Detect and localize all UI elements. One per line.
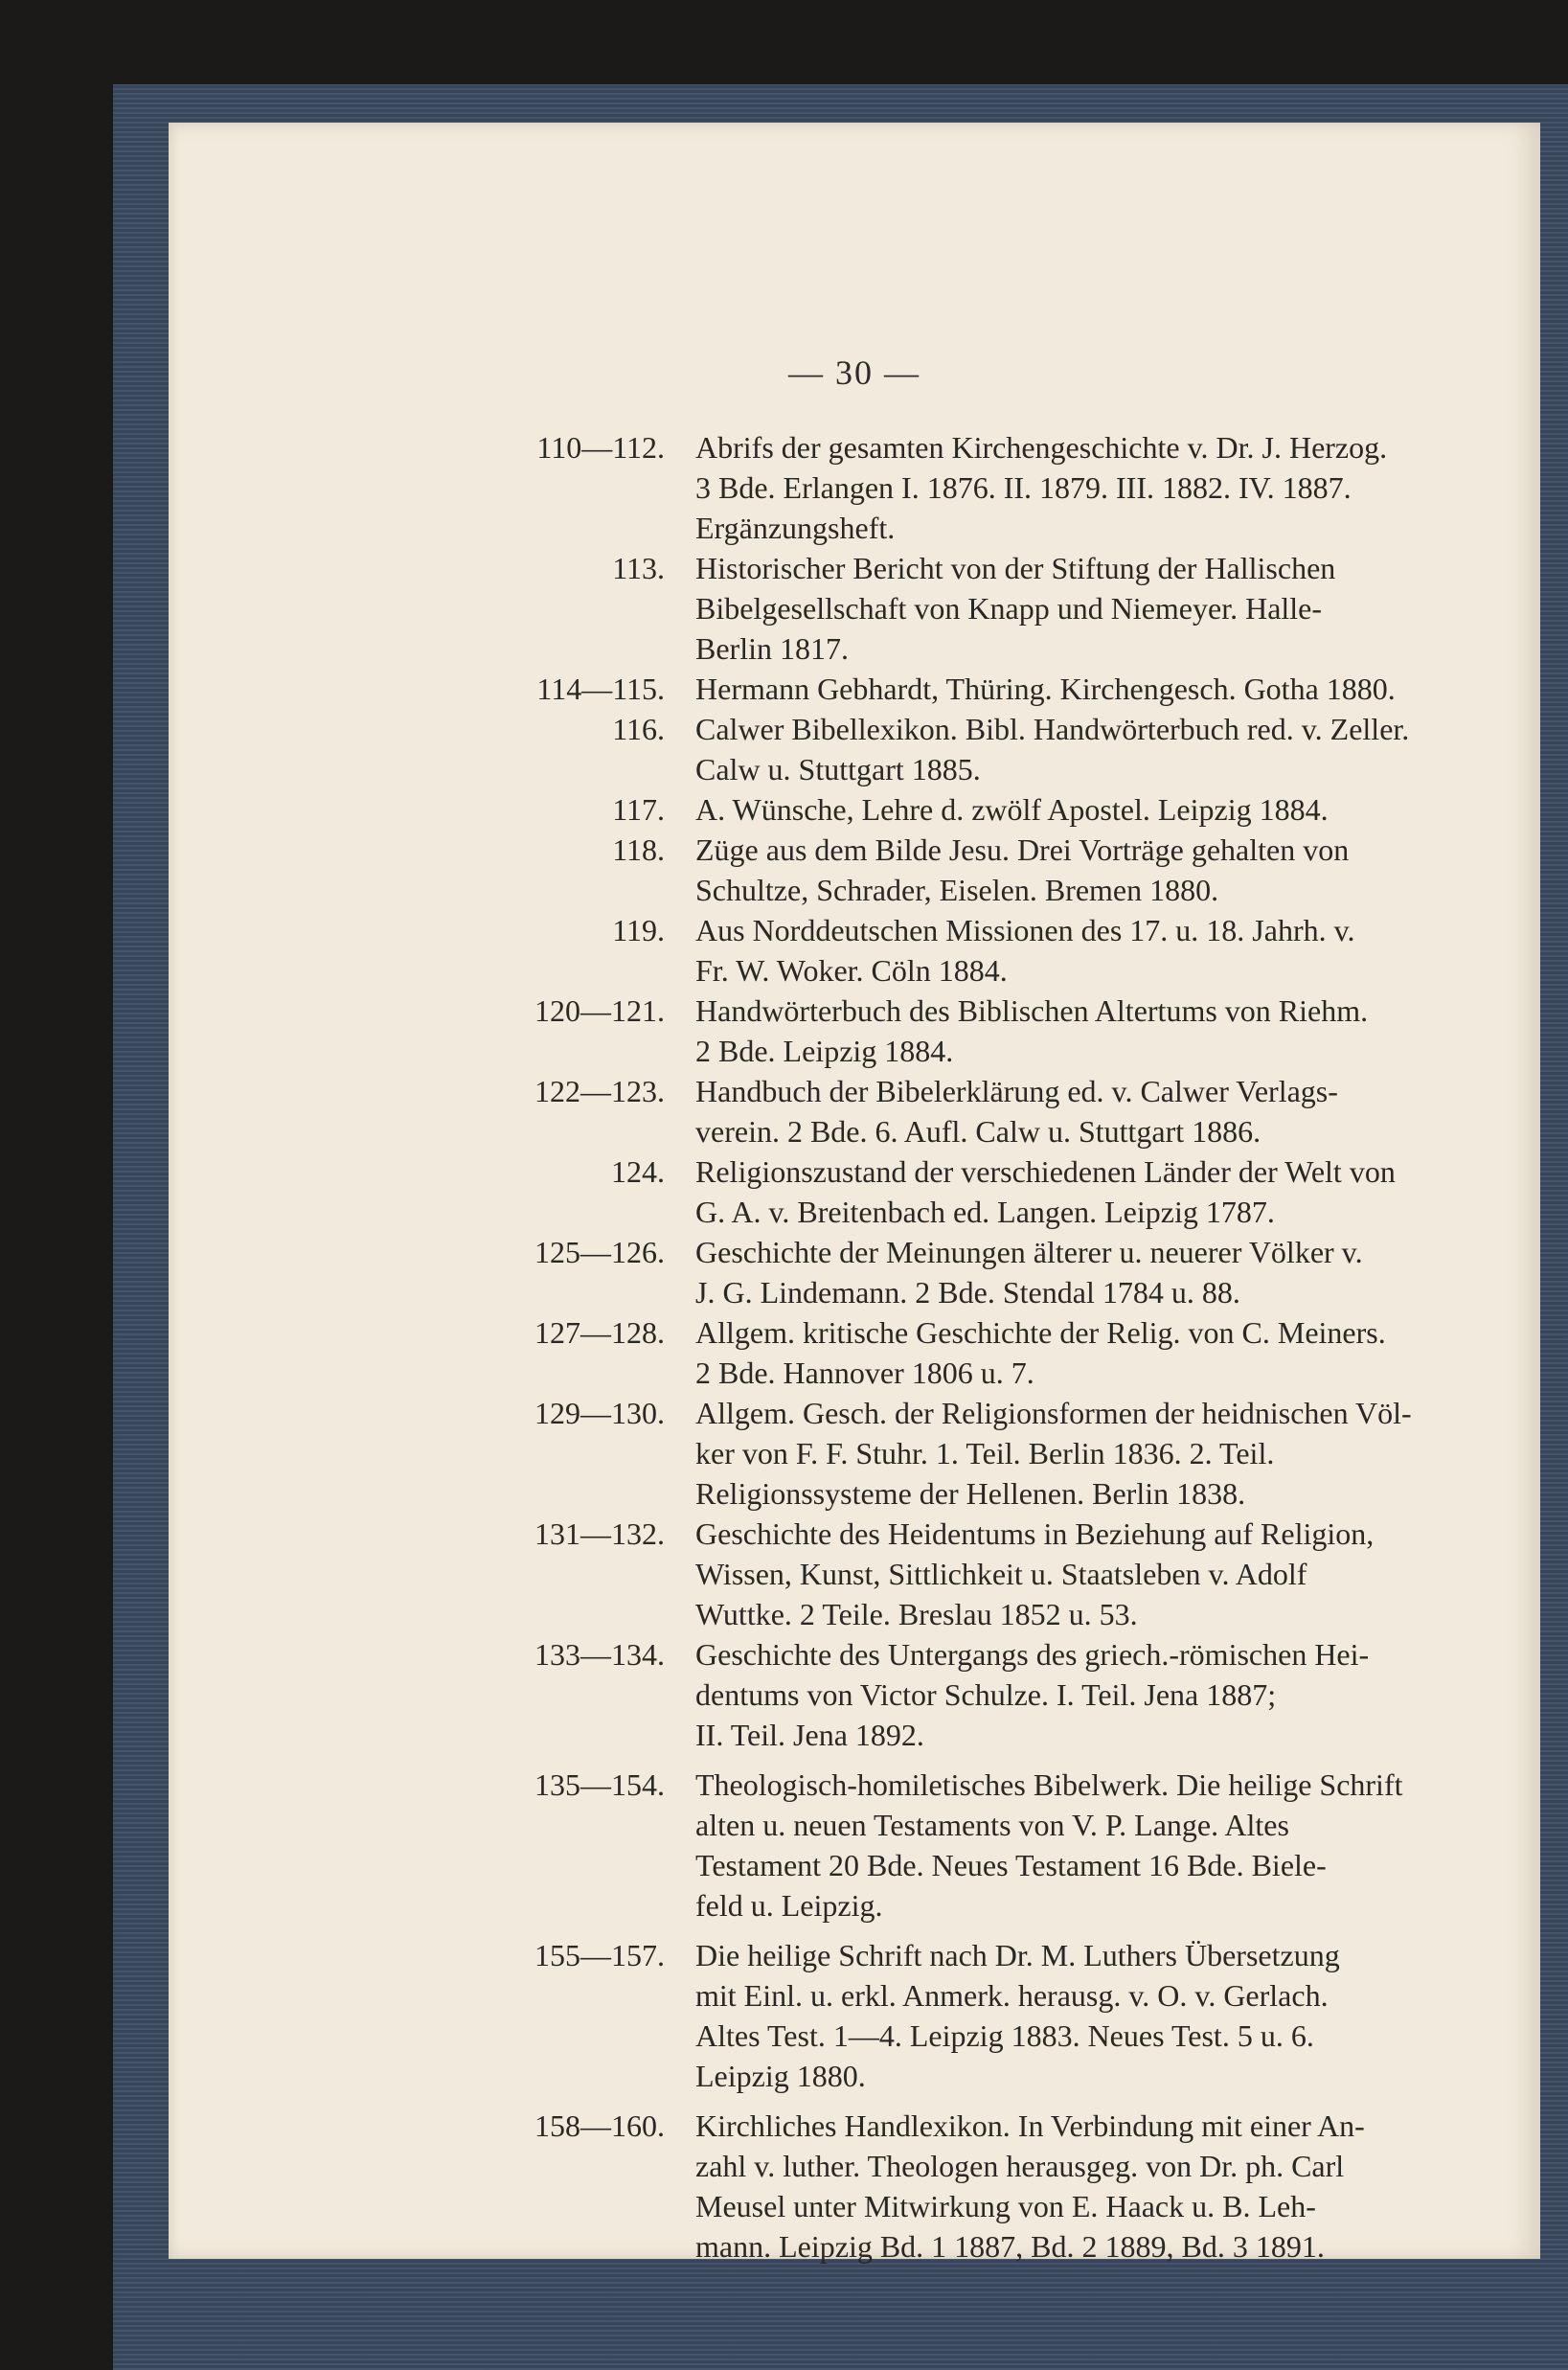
catalog-entry [331,1514,1548,1634]
catalog-entry [331,1634,1548,1755]
catalog-entry [331,1232,1548,1312]
entry-text: Handbuch der Bibelerklärung ed. v. Calwer Verlags- verein. 2 Bde. 6. Aufl. Calw u. Stuttgart 1886. [695,1074,1338,1149]
entry-text: Züge aus dem Bilde Jesu. Drei Vorträge gehalten von Schultze, Schrader, Eiselen. Bremen 1880. [695,832,1350,907]
entry-text: Aus Norddeutschen Missionen des 17. u. 18. Jahrh. v. Fr. W. Woker. Cöln 1884. [695,913,1355,988]
catalog-entry [331,2106,1548,2267]
page-number: — 30 — [788,353,920,392]
catalog-entry [331,427,1548,548]
entry-number: 116. [612,712,665,746]
catalog-entry [331,789,1548,830]
entry-number: 124. [611,1154,665,1189]
catalog-entry [331,830,1548,910]
entry-text: Allgem. kritische Geschichte der Relig. von C. Meiners. 2 Bde. Hannover 1806 u. 7. [695,1315,1386,1390]
entry-text: A. Wünsche, Lehre d. zwölf Apostel. Leipzig 1884. [695,792,1329,827]
catalog-entry [331,709,1548,789]
entry-number: 155—157. [534,1938,665,1972]
catalog-entry [331,548,1548,669]
entry-text: Calwer Bibellexikon. Bibl. Handwörterbuch red. v. Zeller. Calw u. Stuttgart 1885. [695,712,1410,786]
entry-number: 129—130. [534,1396,665,1430]
entry-number: 131—132. [534,1516,665,1551]
catalog-entry [331,1151,1548,1232]
entry-text: Geschichte des Untergangs des griech.-römischen Hei- dentums von Victor Schulze. I. Teil. Jena 1887; II. Teil. Jena 1892. [695,1637,1370,1752]
catalog-entry [331,991,1548,1071]
entry-number: 120—121. [534,993,665,1028]
entry-text: Kirchliches Handlexikon. In Verbindung mit einer An- zahl v. luther. Theologen herausgeg. von Dr. ph. Carl Meusel unter Mitwirkung von E. Haack u. B. Leh- mann. Leipzig Bd. 1 1887, Bd. 2 1889, Bd. 3 1891. [695,2108,1365,2264]
entry-number: 125—126. [534,1235,665,1269]
catalog-entry [331,1935,1548,2096]
entry-text: Historischer Bericht von der Stiftung der Hallischen Bibelgesellschaft von Knapp und Niemeyer. Halle- Berlin 1817. [695,551,1336,666]
entry-number: 113. [612,551,665,585]
entry-text: Religionszustand der verschiedenen Länder der Welt von G. A. v. Breitenbach ed. Langen. Leipzig 1787. [695,1154,1396,1229]
entry-text: Allgem. Gesch. der Religionsformen der heidnischen Völ- ker von F. F. Stuhr. 1. Teil. Berlin 1836. 2. Teil. Religionssysteme der Hellenen. Berlin 1838. [695,1396,1412,1511]
entry-number: 122—123. [534,1074,665,1108]
catalog-entries [331,427,1548,2267]
entry-number: 133—134. [534,1637,665,1672]
entry-text: Die heilige Schrift nach Dr. M. Luthers Übersetzung mit Einl. u. erkl. Anmerk. herausg. v. O. v. Gerlach. Altes Test. 1—4. Leipzig 1883. Neues Test. 5 u. 6. Leipzig 1880. [695,1938,1340,2093]
book-page [169,123,1540,2264]
catalog-entry [331,1312,1548,1393]
entry-text: Handwörterbuch des Biblischen Altertums von Riehm. 2 Bde. Leipzig 1884. [695,993,1369,1068]
entry-text: Geschichte der Meinungen älterer u. neuerer Völker v. J. G. Lindemann. 2 Bde. Stendal 1784 u. 88. [695,1235,1363,1310]
catalog-entry [331,1393,1548,1514]
entry-text: Theologisch-homiletisches Bibelwerk. Die heilige Schrift alten u. neuen Testaments von V. P. Lange. Altes Testament 20 Bde. Neues Testament 16 Bde. Biele- feld u. Leipzig. [695,1767,1403,1923]
entry-number: 110—112. [536,430,665,465]
entry-number: 114—115. [536,672,665,706]
catalog-entry [331,669,1548,709]
entry-text: Abrifs der gesamten Kirchengeschichte v. Dr. J. Herzog. 3 Bde. Erlangen I. 1876. II. 1879. III. 1882. IV. 1887. Ergänzungsheft. [695,430,1388,545]
entry-number: 118. [612,832,665,867]
entry-number: 135—154. [534,1767,665,1802]
entry-number: 117. [612,792,665,827]
catalog-entry [331,910,1548,991]
entry-number: 127—128. [534,1315,665,1350]
entry-number: 119. [612,913,665,947]
entry-number: 158—160. [534,2108,665,2143]
catalog-entry [331,1071,1548,1151]
entry-text: Hermann Gebhardt, Thüring. Kirchengesch. Gotha 1880. [695,672,1396,706]
catalog-entry [331,1765,1548,1926]
entry-text: Geschichte des Heidentums in Beziehung auf Religion, Wissen, Kunst, Sittlichkeit u. Staatsleben v. Adolf Wuttke. 2 Teile. Breslau 1852 u. 53. [695,1516,1375,1631]
